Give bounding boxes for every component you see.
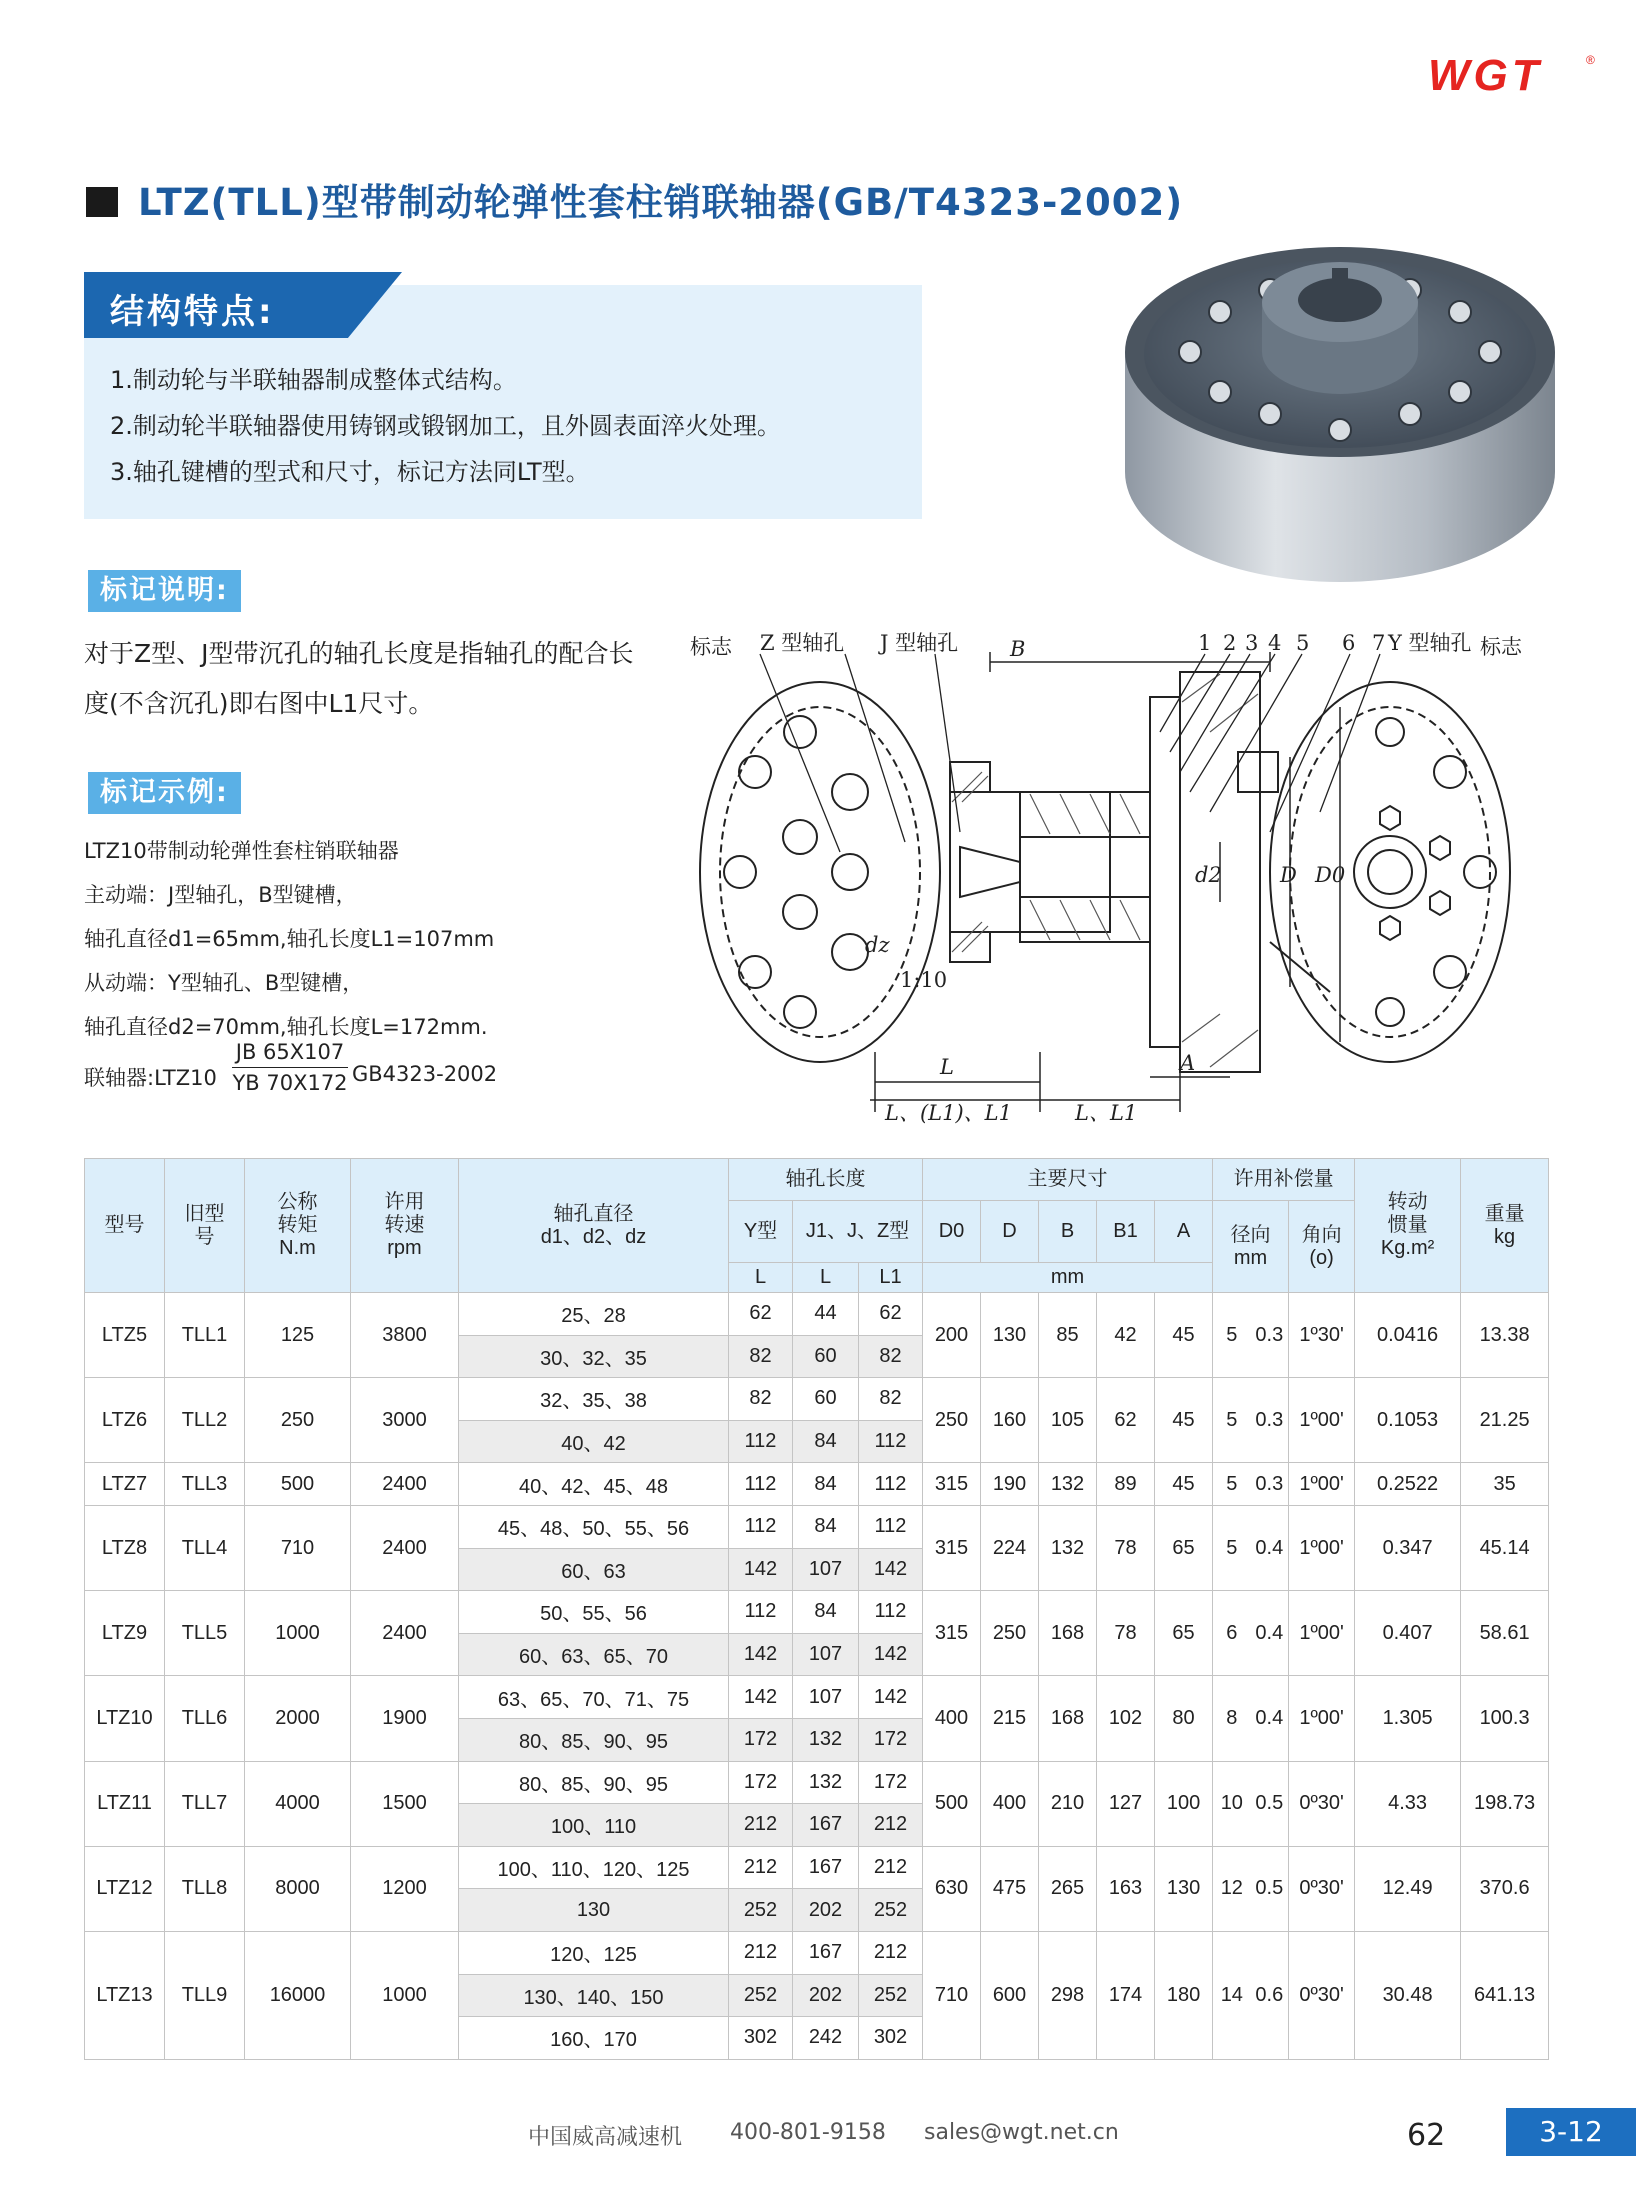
- cell-L: 212: [729, 1804, 793, 1847]
- cell-L: 82: [729, 1335, 793, 1378]
- cell-torque: 1000: [245, 1591, 351, 1676]
- svg-text:®: ®: [1586, 53, 1595, 67]
- structure-item: 3.轴孔键槽的型式和尺寸，标记方法同LT型。: [110, 458, 590, 486]
- diagram-label: 标志: [690, 635, 732, 659]
- th-y-type: Y型: [729, 1201, 793, 1263]
- table-row: [85, 1591, 1549, 1634]
- page-title: LTZ(TLL)型带制动轮弹性套柱销联轴器(GB/T4323-2002): [138, 181, 1184, 224]
- marking-tag: 标记说明:: [88, 570, 241, 612]
- cell-D: 400: [981, 1761, 1039, 1846]
- cell-bore: 25、28: [459, 1293, 729, 1336]
- formula-fraction: [232, 1040, 348, 1095]
- cell-A: 65: [1155, 1505, 1213, 1590]
- th-speed: 许用 转速 rpm: [351, 1159, 459, 1293]
- cell-A: 80: [1155, 1676, 1213, 1761]
- cell-torque: 16000: [245, 1931, 351, 2059]
- cell-L1: 212: [859, 1804, 923, 1847]
- example-line: LTZ10带制动轮弹性套柱销联轴器: [84, 839, 399, 863]
- cell-L-j: 202: [793, 1889, 859, 1932]
- cell-model: LTZ6: [85, 1378, 165, 1463]
- coupling-photo: [1120, 242, 1560, 592]
- diagram-label: dz: [865, 933, 890, 957]
- cell-radial-a: 5: [1213, 1505, 1251, 1590]
- cell-radial-b: 0.3: [1251, 1293, 1289, 1378]
- cell-torque: 710: [245, 1505, 351, 1590]
- cell-L-j: 167: [793, 1804, 859, 1847]
- diagram-label: 2: [1223, 631, 1237, 655]
- cell-weight: 35: [1461, 1463, 1549, 1506]
- cell-L: 112: [729, 1420, 793, 1463]
- cell-L-j: 107: [793, 1676, 859, 1719]
- cell-L: 142: [729, 1676, 793, 1719]
- th-inertia: 转动 惯量 Kg.m²: [1355, 1159, 1461, 1293]
- cell-radial-a: 5: [1213, 1463, 1251, 1506]
- footer-company: 中国威高减速机: [528, 2125, 683, 2150]
- example-line: 从动端：Y型轴孔、B型键槽，: [84, 971, 364, 995]
- diagram-label: 5: [1296, 631, 1310, 655]
- diagram-label: 4: [1268, 631, 1282, 655]
- cell-L-j: 202: [793, 1974, 859, 2017]
- diagram-label: L: [940, 1055, 954, 1079]
- diagram-label: A: [1180, 1051, 1196, 1075]
- cell-weight: 58.61: [1461, 1591, 1549, 1676]
- th-main-dims: 主要尺寸: [923, 1159, 1213, 1201]
- cell-radial-b: 0.5: [1251, 1761, 1289, 1846]
- cell-L: 172: [729, 1761, 793, 1804]
- cell-D: 215: [981, 1676, 1039, 1761]
- cell-bore: 32、35、38: [459, 1378, 729, 1421]
- cell-D0: 200: [923, 1293, 981, 1378]
- cell-L1: 112: [859, 1463, 923, 1506]
- cell-old-model: TLL9: [165, 1931, 245, 2059]
- formula-numerator: JB 65X107: [232, 1040, 348, 1068]
- cell-radial-a: 14: [1213, 1931, 1251, 2059]
- diagram-label: 7: [1372, 631, 1386, 655]
- cell-L-j: 44: [793, 1293, 859, 1336]
- cell-radial-b: 0.3: [1251, 1463, 1289, 1506]
- cell-B: 168: [1039, 1591, 1097, 1676]
- cell-model: LTZ12: [85, 1846, 165, 1931]
- cell-angular: 0º30': [1289, 1931, 1355, 2059]
- cell-bore: 60、63、65、70: [459, 1633, 729, 1676]
- th-torque: 公称 转矩 N.m: [245, 1159, 351, 1293]
- diagram-label: d2: [1195, 863, 1222, 887]
- cell-angular: 1º00': [1289, 1463, 1355, 1506]
- cell-model: LTZ9: [85, 1591, 165, 1676]
- cell-D0: 500: [923, 1761, 981, 1846]
- cell-bore: 80、85、90、95: [459, 1718, 729, 1761]
- cell-L-j: 107: [793, 1633, 859, 1676]
- cell-D0: 710: [923, 1931, 981, 2059]
- diagram-label: 6: [1342, 631, 1356, 655]
- diagram-label: 1:10: [900, 968, 948, 992]
- formula-denominator: YB 70X172: [232, 1071, 348, 1095]
- diagram-label: D: [1280, 863, 1297, 887]
- cell-old-model: TLL8: [165, 1846, 245, 1931]
- formula-prefix: 联轴器:LTZ10: [84, 1066, 217, 1090]
- cell-old-model: TLL7: [165, 1761, 245, 1846]
- cell-L-j: 107: [793, 1548, 859, 1591]
- cell-radial-b: 0.4: [1251, 1676, 1289, 1761]
- cell-L: 172: [729, 1718, 793, 1761]
- cell-bore: 100、110: [459, 1804, 729, 1847]
- cell-torque: 250: [245, 1378, 351, 1463]
- th-A: A: [1155, 1201, 1213, 1263]
- cell-B1: 102: [1097, 1676, 1155, 1761]
- cell-speed: 1500: [351, 1761, 459, 1846]
- cell-D: 475: [981, 1846, 1039, 1931]
- diagram-label: Z 型轴孔: [760, 631, 845, 655]
- cell-torque: 500: [245, 1463, 351, 1506]
- table-row: [85, 1463, 1549, 1506]
- cell-A: 100: [1155, 1761, 1213, 1846]
- diagram-label: 3: [1245, 631, 1259, 655]
- cell-model: LTZ13: [85, 1931, 165, 2059]
- cell-radial-a: 8: [1213, 1676, 1251, 1761]
- cell-B: 85: [1039, 1293, 1097, 1378]
- cell-radial-b: 0.4: [1251, 1505, 1289, 1590]
- cell-L-j: 167: [793, 1931, 859, 1974]
- cell-B: 168: [1039, 1676, 1097, 1761]
- cell-L1: 142: [859, 1548, 923, 1591]
- diagram-label: L、L1: [1075, 1101, 1138, 1125]
- wgt-logo: [1420, 48, 1600, 100]
- th-compensation: 许用补偿量: [1213, 1159, 1355, 1201]
- cell-speed: 2400: [351, 1505, 459, 1590]
- cell-B: 298: [1039, 1931, 1097, 2059]
- cell-speed: 1200: [351, 1846, 459, 1931]
- table-row: [85, 1505, 1549, 1548]
- cell-L-j: 84: [793, 1420, 859, 1463]
- cell-L1: 172: [859, 1718, 923, 1761]
- diagram-label: D0: [1315, 863, 1346, 887]
- cell-radial-b: 0.3: [1251, 1378, 1289, 1463]
- th-old-model: 旧型 号: [165, 1159, 245, 1293]
- th-B: B: [1039, 1201, 1097, 1263]
- spec-table-body: [85, 1293, 1549, 2060]
- cell-weight: 13.38: [1461, 1293, 1549, 1378]
- cell-weight: 641.13: [1461, 1931, 1549, 2059]
- cell-speed: 2400: [351, 1591, 459, 1676]
- marking-text-line: 对于Z型、J型带沉孔的轴孔长度是指轴孔的配合长: [84, 639, 634, 668]
- cell-torque: 2000: [245, 1676, 351, 1761]
- diagram-label: L、(L1)、L1: [885, 1101, 1012, 1125]
- cell-A: 65: [1155, 1591, 1213, 1676]
- cell-radial-b: 0.4: [1251, 1591, 1289, 1676]
- cell-L-j: 132: [793, 1761, 859, 1804]
- cell-L: 212: [729, 1931, 793, 1974]
- cell-inertia: 0.347: [1355, 1505, 1461, 1590]
- cell-L1: 142: [859, 1676, 923, 1719]
- footer-email: sales@wgt.net.cn: [924, 2120, 1119, 2145]
- cell-L1: 142: [859, 1633, 923, 1676]
- example-line: 轴孔直径d2=70mm,轴孔长度L=172mm.: [84, 1015, 488, 1039]
- cell-angular: 0º30': [1289, 1846, 1355, 1931]
- cell-L1: 82: [859, 1378, 923, 1421]
- cell-L: 142: [729, 1548, 793, 1591]
- cell-L-j: 84: [793, 1505, 859, 1548]
- cell-B1: 78: [1097, 1505, 1155, 1590]
- cell-B1: 62: [1097, 1378, 1155, 1463]
- cell-L-j: 242: [793, 2017, 859, 2060]
- cell-L1: 302: [859, 2017, 923, 2060]
- cell-D: 130: [981, 1293, 1039, 1378]
- example-line: 轴孔直径d1=65mm,轴孔长度L1=107mm: [84, 927, 495, 951]
- cell-speed: 2400: [351, 1463, 459, 1506]
- cell-bore: 130、140、150: [459, 1974, 729, 2017]
- diagram-label: Y 型轴孔: [1388, 631, 1472, 655]
- cell-angular: 1º30': [1289, 1293, 1355, 1378]
- th-angular: 角向 (o): [1289, 1201, 1355, 1293]
- cell-old-model: TLL3: [165, 1463, 245, 1506]
- cell-D0: 315: [923, 1505, 981, 1590]
- cell-D0: 250: [923, 1378, 981, 1463]
- cell-model: LTZ5: [85, 1293, 165, 1378]
- cell-radial-a: 10: [1213, 1761, 1251, 1846]
- cell-B: 265: [1039, 1846, 1097, 1931]
- coupling-diagram: [690, 612, 1530, 1132]
- cell-weight: 370.6: [1461, 1846, 1549, 1931]
- cell-L-j: 84: [793, 1591, 859, 1634]
- cell-D: 250: [981, 1591, 1039, 1676]
- structure-item: 2.制动轮半联轴器使用铸钢或锻钢加工，且外圆表面淬火处理。: [110, 412, 781, 440]
- cell-speed: 1900: [351, 1676, 459, 1761]
- cell-L-j: 167: [793, 1846, 859, 1889]
- cell-radial-a: 5: [1213, 1293, 1251, 1378]
- structure-item: 1.制动轮与半联轴器制成整体式结构。: [110, 366, 517, 394]
- cell-radial-b: 0.6: [1251, 1931, 1289, 2059]
- table-row: [85, 1846, 1549, 1889]
- cell-angular: 1º00': [1289, 1505, 1355, 1590]
- cell-L1: 82: [859, 1335, 923, 1378]
- th-weight: 重量 kg: [1461, 1159, 1549, 1293]
- cell-L: 112: [729, 1463, 793, 1506]
- cell-bore: 40、42、45、48: [459, 1463, 729, 1506]
- cell-D0: 630: [923, 1846, 981, 1931]
- cell-B: 105: [1039, 1378, 1097, 1463]
- cell-model: LTZ11: [85, 1761, 165, 1846]
- table-row: [85, 1378, 1549, 1421]
- cell-old-model: TLL4: [165, 1505, 245, 1590]
- cell-D: 160: [981, 1378, 1039, 1463]
- cell-L: 82: [729, 1378, 793, 1421]
- cell-inertia: 0.407: [1355, 1591, 1461, 1676]
- th-radial: 径向 mm: [1213, 1201, 1289, 1293]
- formula-suffix: GB4323-2002: [352, 1062, 498, 1086]
- example-tag: 标记示例:: [88, 772, 241, 814]
- cell-L: 142: [729, 1633, 793, 1676]
- cell-angular: 1º00': [1289, 1591, 1355, 1676]
- diagram-label: 标志: [1480, 635, 1522, 659]
- structure-heading: 结构特点:: [110, 292, 275, 332]
- cell-L1: 212: [859, 1931, 923, 1974]
- cell-radial-a: 5: [1213, 1378, 1251, 1463]
- spec-table: [84, 1158, 1549, 2060]
- cell-L1: 252: [859, 1974, 923, 2017]
- th-B1: B1: [1097, 1201, 1155, 1263]
- cell-L1: 112: [859, 1505, 923, 1548]
- cell-bore: 63、65、70、71、75: [459, 1676, 729, 1719]
- cell-inertia: 4.33: [1355, 1761, 1461, 1846]
- cell-bore: 80、85、90、95: [459, 1761, 729, 1804]
- cell-A: 180: [1155, 1931, 1213, 2059]
- example-line: 主动端：J型轴孔，B型键槽，: [84, 883, 357, 907]
- cell-inertia: 12.49: [1355, 1846, 1461, 1931]
- svg-text:WGT: WGT: [1428, 51, 1543, 100]
- section-number: 3-12: [1506, 2108, 1636, 2156]
- marking-text-line: 度(不含沉孔)即右图中L1尺寸。: [84, 689, 434, 718]
- cell-L-j: 60: [793, 1378, 859, 1421]
- cell-D0: 400: [923, 1676, 981, 1761]
- cell-model: LTZ7: [85, 1463, 165, 1506]
- cell-B1: 163: [1097, 1846, 1155, 1931]
- page-number: 62: [1407, 2118, 1446, 2153]
- table-row: [85, 1293, 1549, 1336]
- cell-radial-a: 12: [1213, 1846, 1251, 1931]
- th-L: L: [729, 1263, 793, 1293]
- cell-model: LTZ10: [85, 1676, 165, 1761]
- cell-L1: 212: [859, 1846, 923, 1889]
- cell-L1: 112: [859, 1420, 923, 1463]
- cell-B1: 174: [1097, 1931, 1155, 2059]
- cell-weight: 45.14: [1461, 1505, 1549, 1590]
- cell-torque: 8000: [245, 1846, 351, 1931]
- table-row: [85, 1761, 1549, 1804]
- cell-L-j: 132: [793, 1718, 859, 1761]
- cell-angular: 0º30': [1289, 1761, 1355, 1846]
- cell-L1: 62: [859, 1293, 923, 1336]
- cell-bore: 160、170: [459, 2017, 729, 2060]
- cell-A: 45: [1155, 1293, 1213, 1378]
- cell-B: 132: [1039, 1505, 1097, 1590]
- cell-D0: 315: [923, 1591, 981, 1676]
- th-bore: 轴孔直径 d1、d2、dz: [459, 1159, 729, 1293]
- cell-L: 62: [729, 1293, 793, 1336]
- cell-L: 302: [729, 2017, 793, 2060]
- cell-bore: 100、110、120、125: [459, 1846, 729, 1889]
- diagram-label: 1: [1198, 631, 1212, 655]
- cell-A: 45: [1155, 1378, 1213, 1463]
- cell-B1: 78: [1097, 1591, 1155, 1676]
- th-mm: mm: [923, 1263, 1213, 1293]
- cell-inertia: 30.48: [1355, 1931, 1461, 2059]
- cell-speed: 3000: [351, 1378, 459, 1463]
- cell-radial-b: 0.5: [1251, 1846, 1289, 1931]
- cell-D: 190: [981, 1463, 1039, 1506]
- cell-bore: 60、63: [459, 1548, 729, 1591]
- footer-phone: 400-801-9158: [730, 2120, 886, 2145]
- cell-inertia: 0.1053: [1355, 1378, 1461, 1463]
- th-L-j: L: [793, 1263, 859, 1293]
- cell-L: 112: [729, 1505, 793, 1548]
- th-L1: L1: [859, 1263, 923, 1293]
- table-row: [85, 1676, 1549, 1719]
- cell-B1: 89: [1097, 1463, 1155, 1506]
- cell-A: 45: [1155, 1463, 1213, 1506]
- cell-bore: 30、32、35: [459, 1335, 729, 1378]
- cell-L1: 252: [859, 1889, 923, 1932]
- cell-B: 132: [1039, 1463, 1097, 1506]
- cell-speed: 1000: [351, 1931, 459, 2059]
- cell-weight: 21.25: [1461, 1378, 1549, 1463]
- title-marker: [86, 187, 118, 217]
- cell-model: LTZ8: [85, 1505, 165, 1590]
- cell-B1: 42: [1097, 1293, 1155, 1378]
- th-shaft-length: 轴孔长度: [729, 1159, 923, 1201]
- cell-old-model: TLL5: [165, 1591, 245, 1676]
- cell-B1: 127: [1097, 1761, 1155, 1846]
- cell-L: 112: [729, 1591, 793, 1634]
- cell-bore: 120、125: [459, 1931, 729, 1974]
- cell-L: 212: [729, 1846, 793, 1889]
- cell-speed: 3800: [351, 1293, 459, 1378]
- cell-L1: 172: [859, 1761, 923, 1804]
- cell-L-j: 84: [793, 1463, 859, 1506]
- cell-old-model: TLL1: [165, 1293, 245, 1378]
- cell-D0: 315: [923, 1463, 981, 1506]
- cell-D: 600: [981, 1931, 1039, 2059]
- cell-B: 210: [1039, 1761, 1097, 1846]
- cell-inertia: 0.0416: [1355, 1293, 1461, 1378]
- cell-angular: 1º00': [1289, 1378, 1355, 1463]
- cell-A: 130: [1155, 1846, 1213, 1931]
- th-model: 型号: [85, 1159, 165, 1293]
- cell-weight: 100.3: [1461, 1676, 1549, 1761]
- cell-bore: 40、42: [459, 1420, 729, 1463]
- cell-radial-a: 6: [1213, 1591, 1251, 1676]
- th-D0: D0: [923, 1201, 981, 1263]
- cell-bore: 130: [459, 1889, 729, 1932]
- table-row: [85, 1931, 1549, 1974]
- cell-L1: 112: [859, 1591, 923, 1634]
- th-D: D: [981, 1201, 1039, 1263]
- cell-old-model: TLL6: [165, 1676, 245, 1761]
- cell-inertia: 1.305: [1355, 1676, 1461, 1761]
- cell-bore: 50、55、56: [459, 1591, 729, 1634]
- cell-D: 224: [981, 1505, 1039, 1590]
- cell-angular: 1º00': [1289, 1676, 1355, 1761]
- diagram-label: B: [1010, 637, 1026, 661]
- cell-torque: 125: [245, 1293, 351, 1378]
- th-jz-type: J1、J、Z型: [793, 1201, 923, 1263]
- cell-L: 252: [729, 1889, 793, 1932]
- diagram-label: J 型轴孔: [880, 631, 959, 655]
- cell-bore: 45、48、50、55、56: [459, 1505, 729, 1548]
- cell-torque: 4000: [245, 1761, 351, 1846]
- cell-L-j: 60: [793, 1335, 859, 1378]
- cell-L: 252: [729, 1974, 793, 2017]
- cell-inertia: 0.2522: [1355, 1463, 1461, 1506]
- cell-old-model: TLL2: [165, 1378, 245, 1463]
- cell-weight: 198.73: [1461, 1761, 1549, 1846]
